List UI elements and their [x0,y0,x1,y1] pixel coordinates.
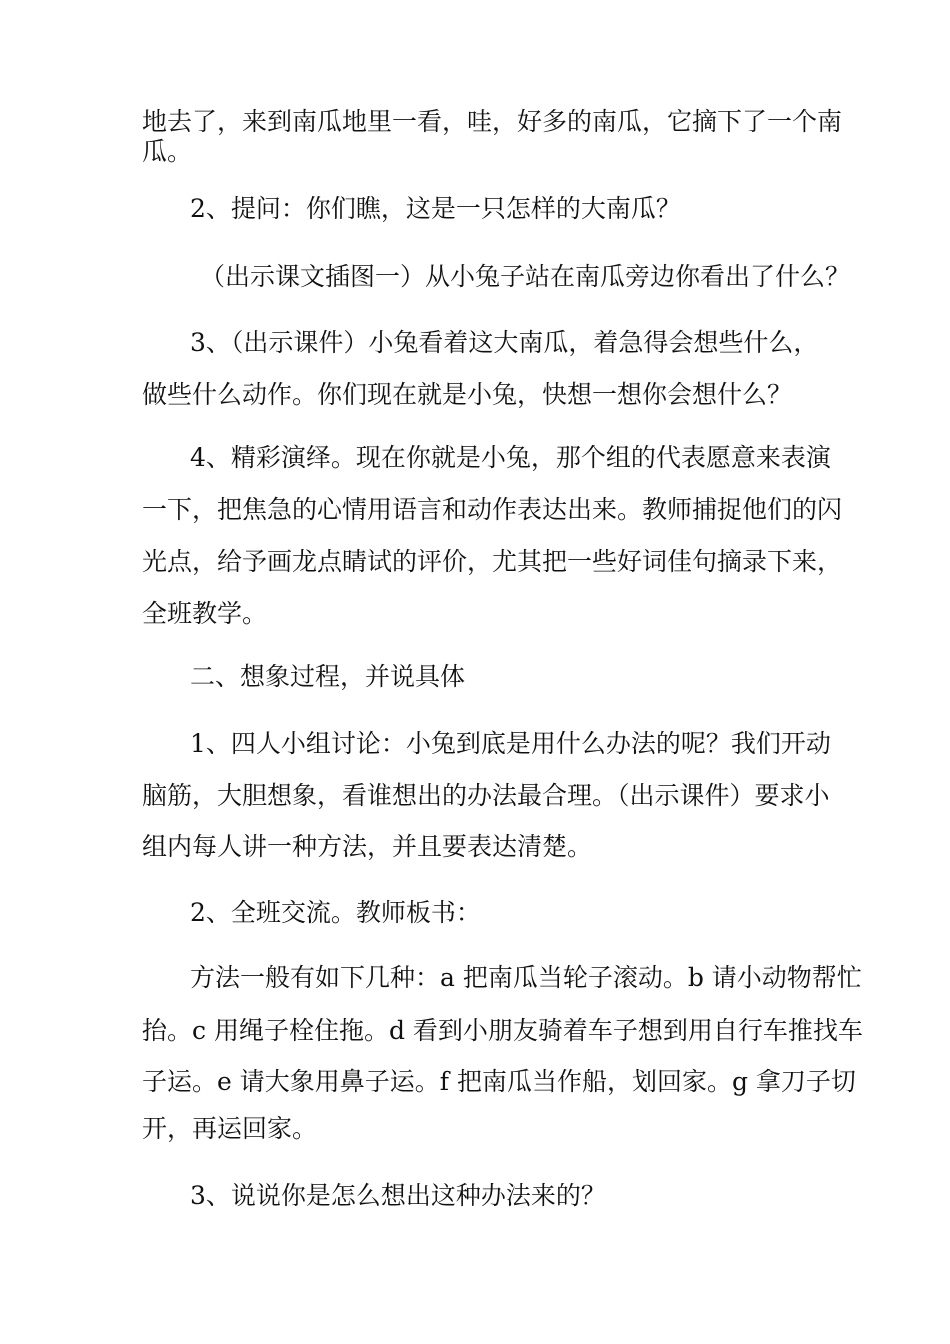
section-heading: 二、想象过程，并说具体 [190,662,466,691]
text-line: 开，再运回家。 [142,1114,318,1143]
text-line: 瓜。 [142,137,193,166]
text-line: 3、说说你是怎么想出这种办法来的？ [190,1181,606,1210]
text-line: 4、精彩演绎。现在你就是小兔，那个组的代表愿意来表演 [190,443,831,472]
text-line: 子运。e 请大象用鼻子运。f 把南瓜当作船，划回家。g 拿刀子切 [142,1067,856,1096]
text-line: 做些什么动作。你们现在就是小兔，快想一想你会想什么？ [142,380,793,409]
text-line: 脑筋，大胆想象，看谁想出的办法最合理。（出示课件）要求小 [142,781,830,810]
text-line: 方法一般有如下几种：a 把南瓜当轮子滚动。b 请小动物帮忙 [190,963,862,992]
text-line: 光点，给予画龙点睛试的评价，尤其把一些好词佳句摘录下来， [142,547,843,576]
text-line: 1、四人小组讨论：小兔到底是用什么办法的呢？我们开动 [190,729,831,758]
text-line: 组内每人讲一种方法，并且要表达清楚。 [142,832,593,861]
text-line: 全班教学。 [142,599,268,628]
text-line: 2、全班交流。教师板书： [190,898,481,927]
text-line: 2、提问：你们瞧，这是一只怎样的大南瓜？ [190,194,681,223]
text-line: 抬。c 用绳子栓住拖。d 看到小朋友骑着车子想到用自行车推找车 [142,1016,863,1045]
text-line: （出示课文插图一）从小兔子站在南瓜旁边你看出了什么？ [200,262,851,291]
text-line: 地去了，来到南瓜地里一看，哇，好多的南瓜，它摘下了一个南 [142,107,843,136]
text-line: 3、（出示课件）小兔看着这大南瓜，着急得会想些什么， [190,328,819,357]
text-line: 一下，把焦急的心情用语言和动作表达出来。教师捕捉他们的闪 [142,495,843,524]
